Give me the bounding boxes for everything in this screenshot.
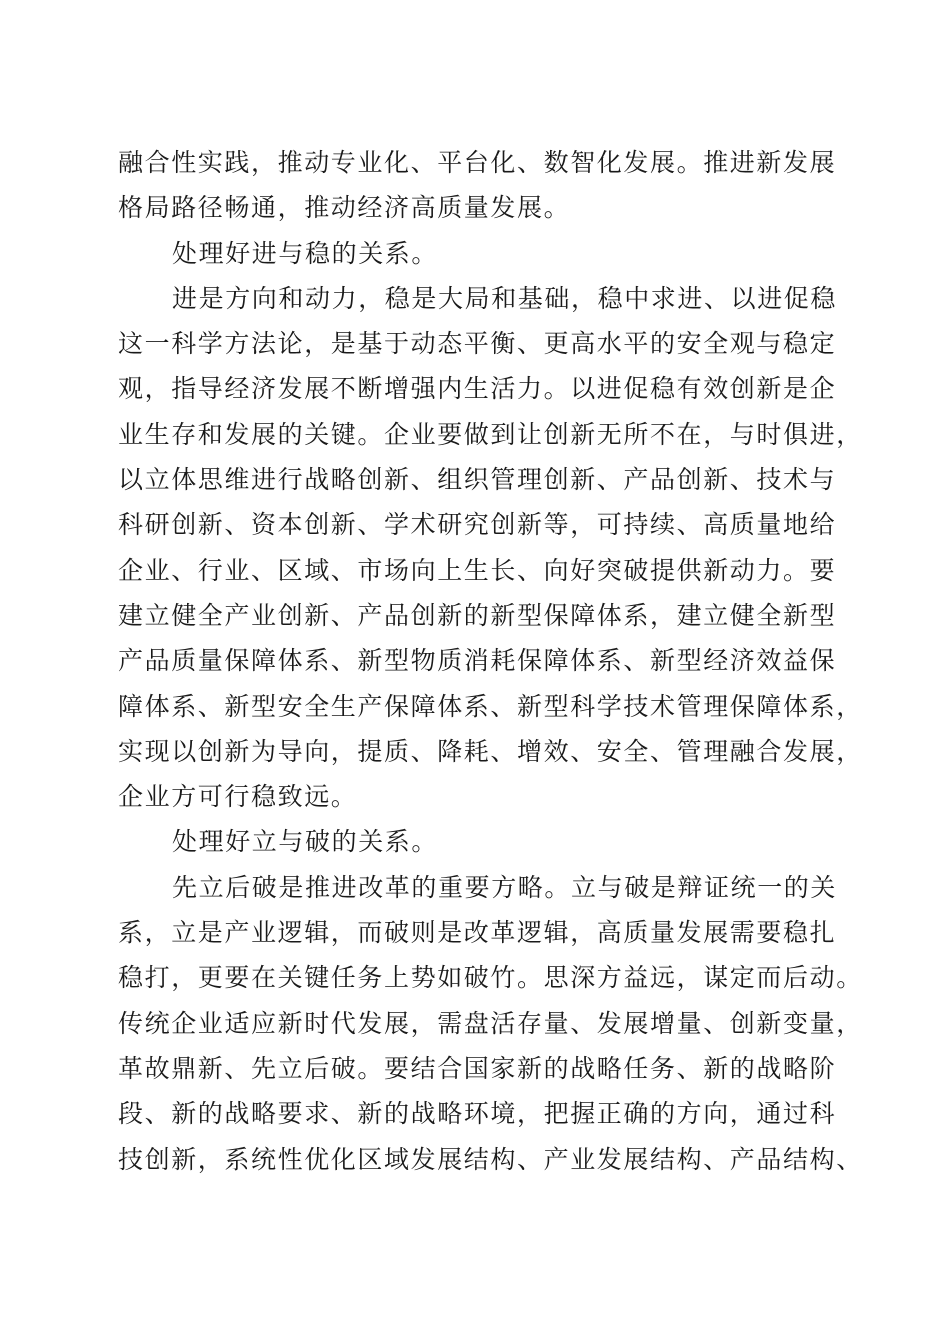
text-line: 段、新的战略要求、新的战略环境，把握正确的方向，通过科 [118,1099,837,1129]
text-line: 先立后破是推进改革的重要方略。立与破是辩证统一的关 [172,872,838,902]
text-line: 进是方向和动力，稳是大局和基础，稳中求进、以进促稳 [172,283,838,313]
text-line: 企业方可行稳致远。 [118,782,358,812]
text-line: 观，指导经济发展不断增强内生活力。以进促稳有效创新是企 [118,374,837,404]
section-heading: 处理好进与稳的关系。 [172,238,439,268]
text-line: 系，立是产业逻辑，而破则是改革逻辑，高质量发展需要稳扎 [118,918,837,948]
text-line: 障体系、新型安全生产保障体系、新型科学技术管理保障体系， [118,691,863,721]
text-line: 传统企业适应新时代发展，需盘活存量、发展增量、创新变量， [118,1008,863,1038]
text-line: 革故鼎新、先立后破。要结合国家新的战略任务、新的战略阶 [118,1053,837,1083]
section-heading: 处理好立与破的关系。 [172,827,439,857]
text-line: 企业、行业、区域、市场向上生长、向好突破提供新动力。要 [118,555,837,585]
text-line: 这一科学方法论，是基于动态平衡、更高水平的安全观与稳定 [118,329,837,359]
text-line: 格局路径畅通，推动经济高质量发展。 [118,193,571,223]
text-line: 业生存和发展的关键。企业要做到让创新无所不在，与时俱进， [118,419,863,449]
body-text [118,140,863,1182]
text-line: 科研创新、资本创新、学术研究创新等，可持续、高质量地给 [118,510,837,540]
text-line: 以立体思维进行战略创新、组织管理创新、产品创新、技术与 [118,465,837,495]
text-line: 融合性实践，推动专业化、平台化、数智化发展。推进新发展 [118,148,837,177]
text-line: 产品质量保障体系、新型物质消耗保障体系、新型经济效益保 [118,646,837,676]
text-line: 实现以创新为导向，提质、降耗、增效、安全、管理融合发展， [118,736,863,766]
text-line: 技创新，系统性优化区域发展结构、产业发展结构、产品结构、 [118,1144,863,1174]
text-line: 建立健全产业创新、产品创新的新型保障体系，建立健全新型 [118,600,837,630]
text-line: 稳打，更要在关键任务上势如破竹。思深方益远，谋定而后动。 [118,963,863,993]
